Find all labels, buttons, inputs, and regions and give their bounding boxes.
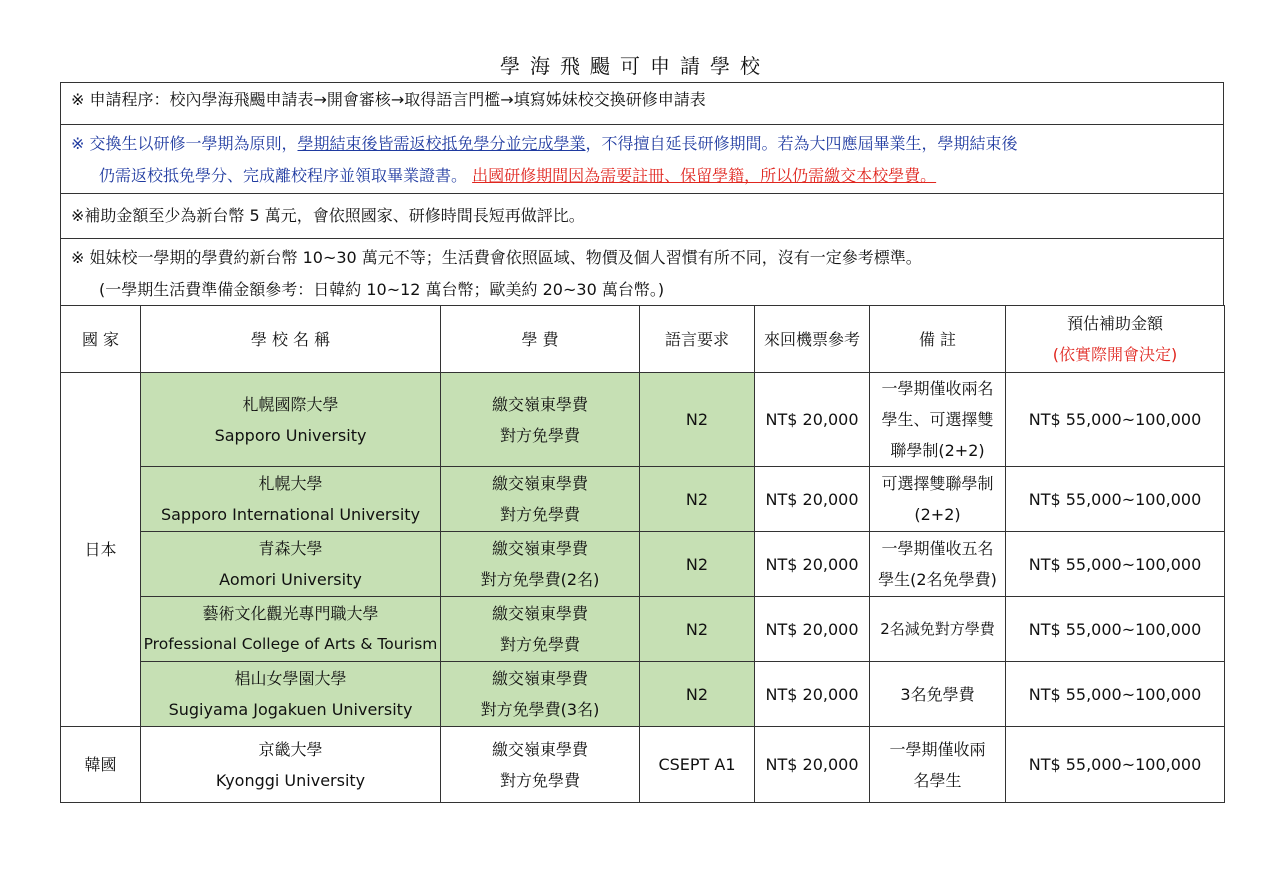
tuition-line2: 對方免學費(3名) xyxy=(480,700,600,719)
airfare-cell: NT$ 20,000 xyxy=(755,467,870,532)
schools-table xyxy=(60,305,1225,803)
note-procedure-text: ※ 申請程序：校內學海飛颺申請表→開會審核→取得語言門檻→填寫姊妹校交換研修申請表 xyxy=(71,90,706,109)
tuition-line2: 對方免學費 xyxy=(499,770,580,790)
table-header-row xyxy=(61,306,1225,373)
school-name-zh: 青森大學 xyxy=(258,539,323,558)
tuition-line1: 繳交嶺東學費 xyxy=(491,539,588,558)
tuition-line1: 繳交嶺東學費 xyxy=(491,604,588,623)
table-row xyxy=(61,662,1225,727)
subsidy-cell: NT$ 55,000~100,000 xyxy=(1006,532,1225,597)
tuition-line1: 繳交嶺東學費 xyxy=(491,394,588,414)
school-name-en: Sapporo University xyxy=(214,425,367,445)
airfare-cell: NT$ 20,000 xyxy=(755,727,870,803)
header-remarks: 備 註 xyxy=(870,306,1006,373)
tuition-line2: 對方免學費 xyxy=(499,635,580,654)
school-name-zh: 藝術文化觀光專門職大學 xyxy=(202,604,379,623)
note-exchange-line1-a: ※ 交換生以研修一學期為原則， xyxy=(71,134,298,153)
note-tuition xyxy=(60,238,1224,306)
school-cell xyxy=(141,597,441,662)
tuition-line1: 繳交嶺東學費 xyxy=(491,669,588,688)
remarks-cell: 3名免學費 xyxy=(870,662,1006,727)
remarks-cell: 可選擇雙聯學制(2+2) xyxy=(870,467,1006,532)
table-row xyxy=(61,597,1225,662)
header-airfare: 來回機票參考 xyxy=(755,306,870,373)
airfare-cell: NT$ 20,000 xyxy=(755,532,870,597)
airfare-cell: NT$ 20,000 xyxy=(755,597,870,662)
tuition-cell xyxy=(441,373,640,467)
note-exchange-line2-b: 出國研修期間因為需要註冊、保留學籍，所以仍需繳交本校學費。 xyxy=(472,166,937,185)
language-cell: N2 xyxy=(640,373,755,467)
tuition-line2: 對方免學費 xyxy=(499,425,580,445)
language-cell: N2 xyxy=(640,532,755,597)
school-name-en: Sapporo International University xyxy=(160,505,421,524)
tuition-cell xyxy=(441,467,640,532)
school-name-en: Kyonggi University xyxy=(215,770,366,790)
language-cell: N2 xyxy=(640,662,755,727)
document-title: 學海飛颺可申請學校 xyxy=(500,54,770,78)
tuition-cell xyxy=(441,532,640,597)
school-name-en: Professional College of Arts & Tourism xyxy=(143,635,438,653)
remarks-cell: 一學期僅收兩名學生 xyxy=(870,727,1006,803)
tuition-line1: 繳交嶺東學費 xyxy=(491,739,588,759)
note-exchange-line1 xyxy=(71,129,1213,159)
note-exchange-line2 xyxy=(71,159,1213,193)
school-name-zh: 札幌大學 xyxy=(258,474,323,493)
header-subsidy-note: (依實際開會決定) xyxy=(1052,345,1178,364)
header-tuition: 學 費 xyxy=(441,306,640,373)
school-name-zh: 京畿大學 xyxy=(258,739,323,759)
table-row xyxy=(61,727,1225,803)
note-tuition-line1: ※ 姐妹校一學期的學費約新台幣 10~30 萬元不等；生活費會依照區域、物價及個人習慣有所不同，沒有一定參考標準。 xyxy=(71,248,922,267)
subsidy-cell: NT$ 55,000~100,000 xyxy=(1006,727,1225,803)
table-row xyxy=(61,467,1225,532)
remarks-cell: 一學期僅收兩名學生、可選擇雙聯學制(2+2) xyxy=(870,373,1006,467)
note-exchange-line1-b: 學期結束後皆需返校抵免學分並完成學業 xyxy=(297,134,586,153)
note-tuition-line2: (一學期生活費準備金額參考：日韓約 10~12 萬台幣；歐美約 20~30 萬台幣。) xyxy=(99,280,665,299)
tuition-cell xyxy=(441,597,640,662)
note-exchange-line1-c: ，不得擅自延長研修期間。若為大四應屆畢業生，學期結束後 xyxy=(585,134,1018,153)
school-cell xyxy=(141,373,441,467)
school-name-zh: 椙山女學園大學 xyxy=(234,669,347,688)
language-cell: N2 xyxy=(640,597,755,662)
note-subsidy-text: ※補助金額至少為新台幣 5 萬元，會依照國家、研修時間長短再做評比。 xyxy=(71,206,585,225)
school-cell xyxy=(141,727,441,803)
remarks-cell: 2名減免對方學費 xyxy=(870,597,1006,662)
country-cell-japan: 日本 xyxy=(61,373,141,727)
school-cell xyxy=(141,662,441,727)
table-row xyxy=(61,532,1225,597)
tuition-cell xyxy=(441,727,640,803)
subsidy-cell: NT$ 55,000~100,000 xyxy=(1006,467,1225,532)
subsidy-cell: NT$ 55,000~100,000 xyxy=(1006,597,1225,662)
school-cell xyxy=(141,467,441,532)
airfare-cell: NT$ 20,000 xyxy=(755,662,870,727)
tuition-line2: 對方免學費(2名) xyxy=(480,570,600,589)
school-name-en: Sugiyama Jogakuen University xyxy=(168,700,413,719)
language-cell: N2 xyxy=(640,467,755,532)
school-name-zh: 札幌國際大學 xyxy=(242,394,339,414)
remarks-cell: 一學期僅收五名學生(2名免學費) xyxy=(870,532,1006,597)
note-exchange-line2-a: 仍需返校抵免學分、完成離校程序並領取畢業證書。 xyxy=(99,166,468,185)
tuition-line1: 繳交嶺東學費 xyxy=(491,474,588,493)
school-name-en: Aomori University xyxy=(219,570,362,589)
note-subsidy xyxy=(60,193,1224,239)
header-country: 國 家 xyxy=(61,306,141,373)
header-school: 學 校 名 稱 xyxy=(141,306,441,373)
header-language: 語言要求 xyxy=(640,306,755,373)
tuition-cell xyxy=(441,662,640,727)
header-subsidy-label: 預估補助金額 xyxy=(1066,314,1163,333)
header-subsidy xyxy=(1006,306,1225,373)
subsidy-cell: NT$ 55,000~100,000 xyxy=(1006,662,1225,727)
tuition-line2: 對方免學費 xyxy=(499,505,580,524)
country-cell-korea: 韓國 xyxy=(61,727,141,803)
note-exchange xyxy=(60,124,1224,194)
table-row xyxy=(61,373,1225,467)
airfare-cell: NT$ 20,000 xyxy=(755,373,870,467)
note-procedure xyxy=(60,82,1224,125)
school-cell xyxy=(141,532,441,597)
language-cell: CSEPT A1 xyxy=(640,727,755,803)
subsidy-cell: NT$ 55,000~100,000 xyxy=(1006,373,1225,467)
